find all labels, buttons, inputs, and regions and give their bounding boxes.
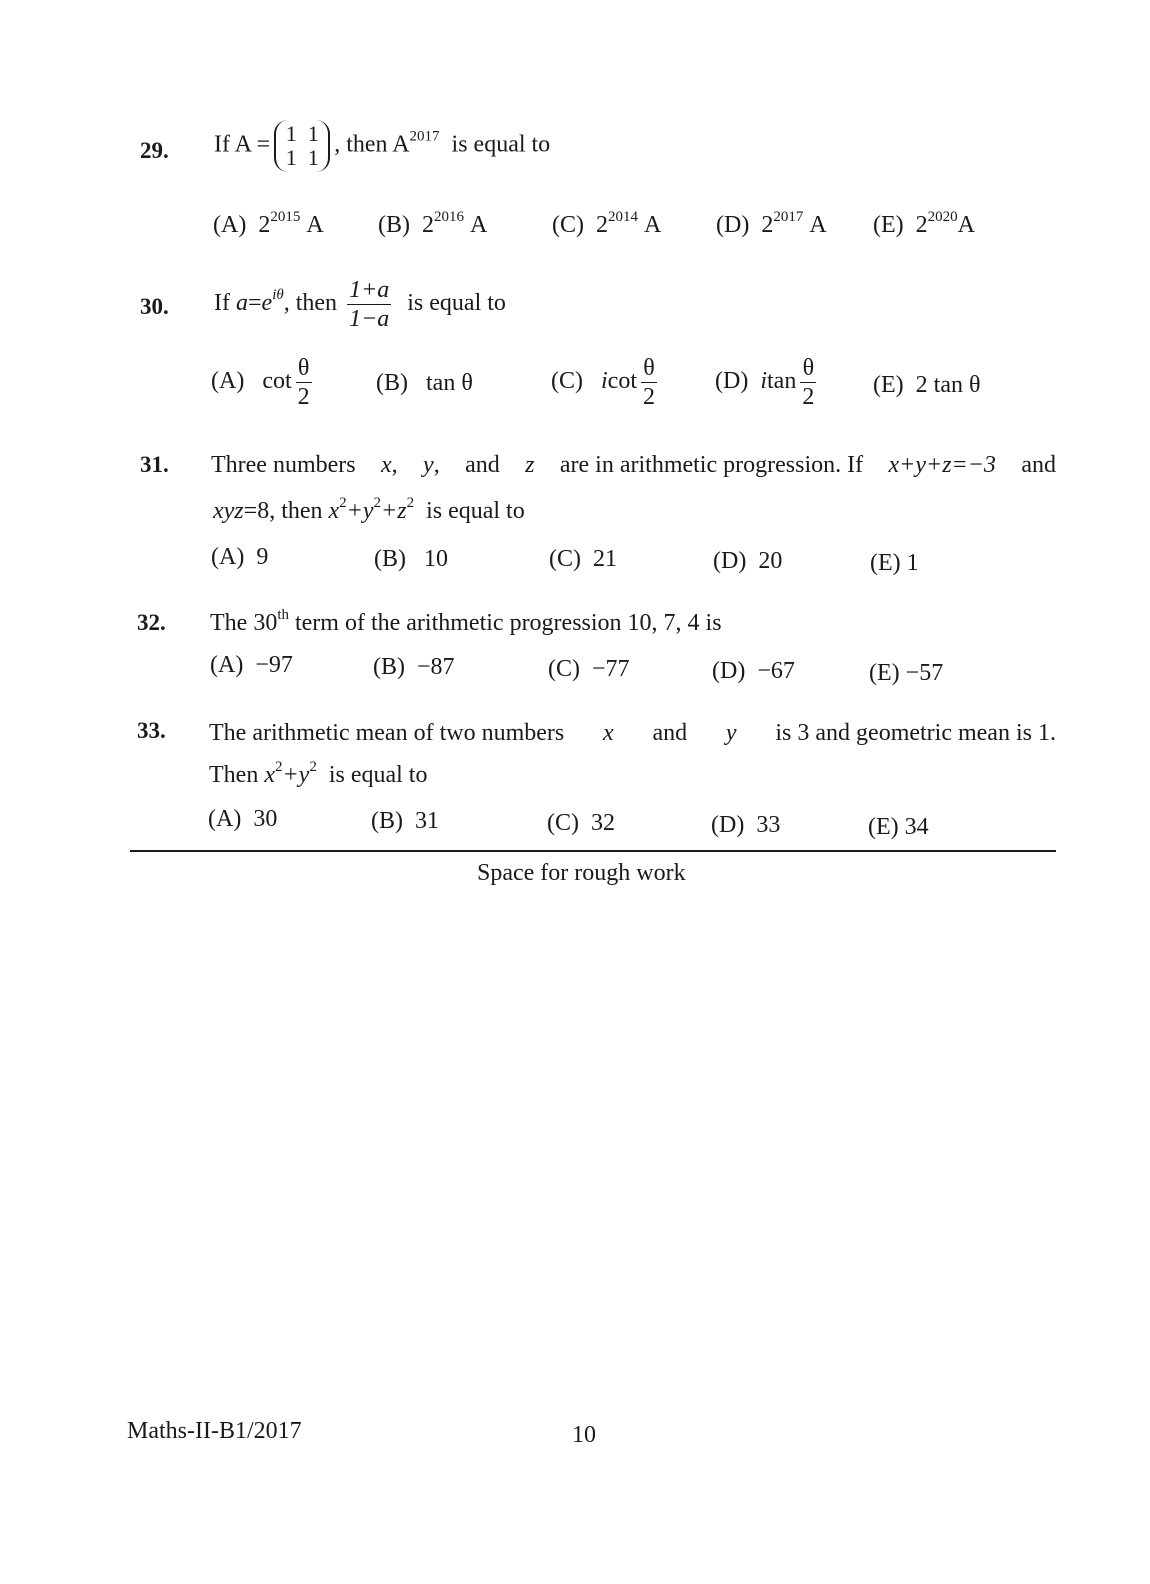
option-b[interactable]: (B) $2^{2016}$ A xyxy=(378,209,488,238)
option-a[interactable]: (A) $2^{2015}$ A xyxy=(213,209,324,238)
option-c[interactable]: (C) 21 xyxy=(549,546,617,572)
question-stem-line2: xyz=8, then $x^2+y^2+z^2$ is equal to xyxy=(213,495,525,524)
option-a[interactable]: (A) −97 xyxy=(210,652,293,678)
question-number: 30. xyxy=(140,294,169,319)
question-stem-line2: Then $x^2+y^2$ is equal to xyxy=(209,759,428,788)
option-b[interactable]: (B) 31 xyxy=(371,808,439,834)
option-e[interactable]: (E) 34 xyxy=(868,814,929,840)
option-c[interactable]: (C) −77 xyxy=(548,656,630,682)
option-e[interactable]: (E) 2 tan θ xyxy=(873,372,981,398)
question-stem: The 30th term of the arithmetic progression 10, 7, 4 is xyxy=(210,607,722,636)
option-e[interactable]: (E) 1 xyxy=(870,550,919,576)
question-stem: If A = 1 1 1 1 , then $A^{2017}$ is equal to xyxy=(214,121,551,170)
option-c[interactable]: (C) icot $\frac{\theta}{2}$ xyxy=(551,355,655,410)
question-stem-line1: The arithmetic mean of two numbers x and y is 3 and geometric mean is 1. xyxy=(209,720,1056,746)
option-e[interactable]: (E) $2^{2020}A$ xyxy=(873,209,975,238)
footer-code: Maths-II-B1/2017 xyxy=(127,1418,302,1444)
option-c[interactable]: (C) 32 xyxy=(547,810,615,836)
option-d[interactable]: (D) −67 xyxy=(712,658,795,684)
option-a[interactable]: (A) cot $\frac{\theta}{2}$ xyxy=(211,355,310,410)
option-c[interactable]: (C) $2^{2014}$ A xyxy=(552,209,662,238)
option-d[interactable]: (D) $2^{2017}$ A xyxy=(716,209,827,238)
option-b[interactable]: (B) 10 xyxy=(374,546,448,572)
question-stem: If $a=e^{i\theta}$, then $\frac{1+a}{1-a}$ is equal to xyxy=(214,277,506,332)
fraction: $\frac{1+a}{1-a}$ xyxy=(349,277,390,332)
question-number: 32. xyxy=(137,610,166,635)
option-e[interactable]: (E) −57 xyxy=(869,660,944,686)
option-a[interactable]: (A) 9 xyxy=(211,544,269,570)
option-d[interactable]: (D) 20 xyxy=(713,548,783,574)
rough-work-label: Space for rough work xyxy=(477,860,686,886)
question-number: 31. xyxy=(140,452,169,477)
option-a[interactable]: (A) 30 xyxy=(208,806,278,832)
divider-rule xyxy=(130,850,1056,852)
page-number: 10 xyxy=(572,1422,596,1448)
option-d[interactable]: (D) 33 xyxy=(711,812,781,838)
option-b[interactable]: (B) tan θ xyxy=(376,370,473,396)
question-number: 29. xyxy=(140,138,169,163)
question-number: 33. xyxy=(137,718,166,743)
option-b[interactable]: (B) −87 xyxy=(373,654,455,680)
question-stem-line1: Three numbers x, y, and z are in arithmetic progression. If x+y+z=−3 and xyxy=(211,452,1056,478)
option-d[interactable]: (D) itan $\frac{\theta}{2}$ xyxy=(715,355,815,410)
matrix-a: 1 1 1 1 xyxy=(274,120,330,172)
